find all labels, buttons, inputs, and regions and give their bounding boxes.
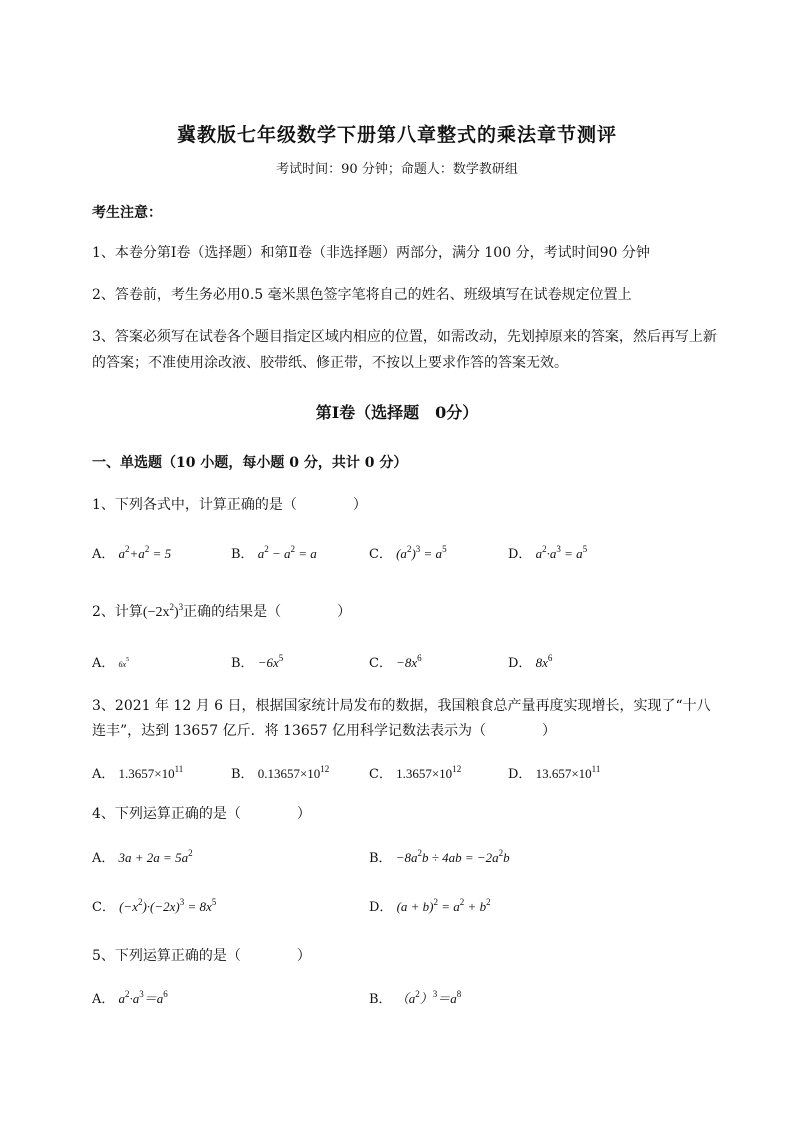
option-label: A． [92,851,115,866]
question-3-option-c [369,763,461,782]
question-1-option-b [231,543,317,562]
question-4-option-d [369,896,491,915]
exam-info: 考试时间：90 分钟；命题人：数学教研组 [276,162,518,177]
question-1-stem: 1、下列各式中，计算正确的是（ ） [92,497,367,513]
question-1-option-d [508,543,587,562]
question-2-option-b [231,652,283,671]
question-4-option-a [92,847,193,866]
part-heading: 一、单选题（10 小题，每小题 0 分，共计 0 分） [92,455,408,471]
option-label: D． [508,547,532,562]
option-label: B． [231,547,254,562]
option-label: A． [92,767,115,782]
math-expression: $a^2\cdot a^3 = a^5$ [535,544,588,561]
math-expression: $8x^6$ [535,653,553,670]
math-expression: $(-x^2)\cdot(-2x)^3 = 8x^5$ [119,897,217,914]
math-expression: $13.657\times 10^{11}$ [535,764,601,781]
note-item-1: 1、本卷分第Ⅰ卷（选择题）和第Ⅱ卷（非选择题）两部分，满分 100 分，考试时间90 分钟 [92,245,650,261]
question-3-option-d [508,763,600,782]
question-3-option-a [92,763,183,782]
question-4-option-c [92,896,216,915]
question-4-option-b [369,847,510,866]
math-expression: $1.3657\times 10^{12}$ [396,764,462,781]
question-3-option-b [231,763,329,782]
note-item-3-line-1: 3、答案必须写在试卷各个题目指定区域内相应的位置，如需改动，先划掉原来的答案，然后再写上新 [92,329,717,345]
notes-heading: 考生注意： [92,205,162,221]
math-expression: $-8a^2b \div 4ab = -2a^2b$ [395,848,510,865]
option-label: D． [508,767,532,782]
option-label: C． [369,656,392,671]
math-expression: $3a + 2a = 5a^2$ [118,848,193,865]
math-expression: $(a^2)^3=a^8$ [395,989,462,1006]
question-1-option-a [92,543,171,562]
option-label: B． [231,656,254,671]
question-3-stem-line-2: 连丰”，达到 13657 亿斤．将 13657 亿用科学记数法表示为（ ） [92,723,557,739]
question-2-option-d [508,652,552,671]
math-expression: $-6x^5$ [257,653,284,670]
section-title: 第Ⅰ卷（选择题 0分） [315,403,479,422]
question-5-option-a [92,988,168,1007]
question-3-stem-line-1: 3、2021 年 12 月 6 日，根据国家统计局发布的数据，我国粮食总产量再度实现增长，实现了“十八 [92,698,711,714]
math-expression: $(-2x^2)^3$ [142,602,184,620]
question-5-option-b [369,988,461,1007]
page-title: 冀教版七年级数学下册第八章整式的乘法章节测评 [176,124,617,146]
note-item-3-line-2: 的答案；不准使用涂改液、胶带纸、修正带，不按以上要求作答的答案无效。 [92,355,568,371]
math-expression: $a^2+a^2 = 5$ [118,544,172,561]
math-expression: $a^2\cdot a^3=a^6$ [118,989,168,1006]
question-2-stem [92,601,351,621]
question-2-option-a [92,652,129,671]
math-expression: $0.13657\times 10^{12}$ [257,764,330,781]
option-label: C． [369,547,392,562]
math-expression: $(a + b)^2 = a^2 + b^2$ [396,897,491,914]
option-label: A． [92,656,115,671]
question-2-option-c [369,652,422,671]
option-label: B． [231,767,254,782]
option-label: A． [92,992,115,1007]
math-expression: $6x^5$ [118,657,130,669]
note-item-2: 2、答卷前，考生务必用0.5 毫米黑色签字笔将自己的姓名、班级填写在试卷规定位置上 [92,287,632,303]
stem-prefix: 2、计算 [92,604,143,620]
math-expression: $-8x^6$ [396,653,422,670]
question-5-stem: 5、下列运算正确的是（ ） [92,948,311,964]
option-label: C． [369,767,392,782]
question-1-option-c [369,543,447,562]
stem-suffix: 正确的结果是（ ） [183,604,352,620]
option-label: A． [92,547,115,562]
question-4-stem: 4、下列运算正确的是（ ） [92,806,311,822]
math-expression: $1.3657\times 10^{11}$ [118,764,184,781]
option-label: D． [369,900,393,915]
math-expression: $a^2 - a^2 = a$ [257,544,317,561]
option-label: B． [369,992,392,1007]
math-expression: $(a^2)^3 = a^5$ [396,544,447,561]
option-label: D． [508,656,532,671]
option-label: B． [369,851,392,866]
option-label: C． [92,900,115,915]
